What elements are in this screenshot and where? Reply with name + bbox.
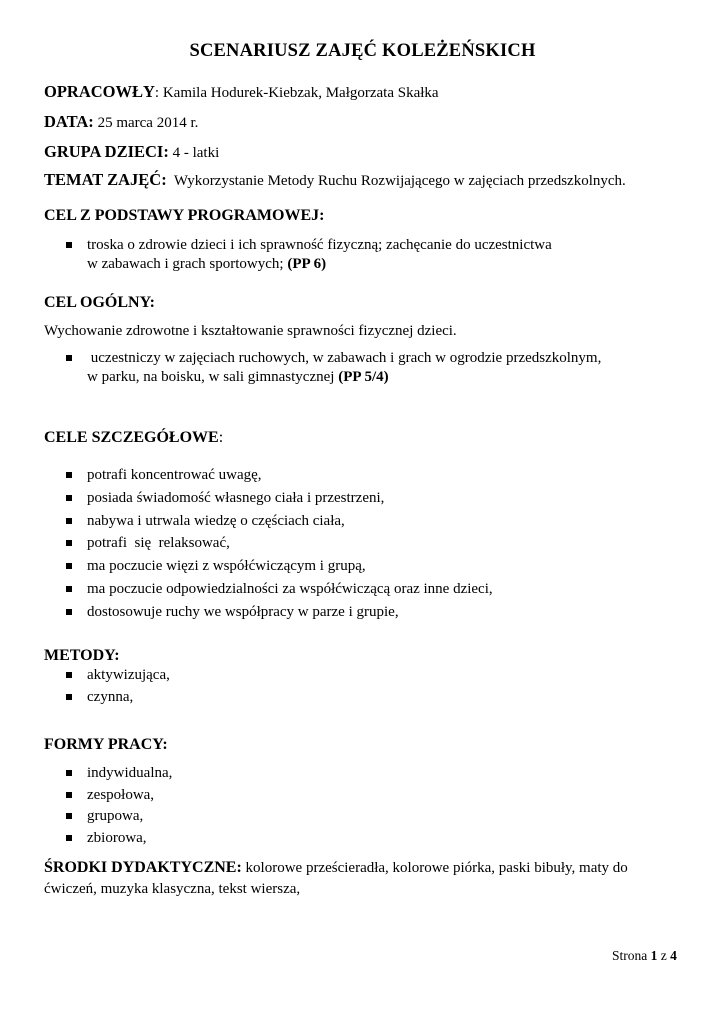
topic-label: TEMAT ZAJĘĆ: [44,170,167,189]
group-value: 4 - latki [168,145,220,161]
list-item: czynna, [64,688,170,710]
general-goal-heading: CEL OGÓLNY: [44,294,155,311]
core-goal-line1: troska o zdrowie dzieci i ich sprawność fizyczną; zachęcanie do uczestnictwa [87,237,552,253]
general-goal-line1: uczestniczy w zajęciach ruchowych, w zabawach i grach w ogrodzie przedszkolnym, [87,350,602,366]
general-goal-ref: (PP 5/4) [338,368,389,385]
list-item: dostosowuje ruchy we współpracy w parze i grupie, [64,603,493,626]
list-item: zbiorowa, [64,829,172,851]
authors-label: OPRACOWŁY [44,82,155,101]
list-item: ma poczucie odpowiedzialności za współćwiczącą oraz inne dzieci, [64,580,493,603]
list-item: ma poczucie więzi z współćwiczącym i grupą, [64,557,493,580]
detailed-goals-heading [44,428,223,448]
core-goal-ref: (PP 6) [287,255,327,272]
topic-line [44,170,626,191]
date-value: 25 marca 2014 r. [93,115,199,131]
detailed-goals-title: CELE SZCZEGÓŁOWE [44,429,219,446]
authors-line [44,82,439,103]
methods-list [64,666,170,709]
date-label: DATA: [44,112,94,131]
document-title: SCENARIUSZ ZAJĘĆ KOLEŻEŃSKICH [189,41,536,61]
general-goal-text: Wychowanie zdrowotne i kształtowanie sprawności fizycznej dzieci. [44,323,457,339]
group-line [44,142,219,163]
list-item: aktywizująca, [64,666,170,688]
list-item: indywidualna, [64,764,172,786]
teaching-aids-line2: ćwiczeń, muzyka klasyczna, tekst wiersza, [44,881,301,897]
topic-value: Wykorzystanie Metody Ruchu Rozwijającego w zajęciach przedszkolnych. [166,173,626,189]
list-item: potrafi się relaksować, [64,534,493,557]
teaching-aids-label: ŚRODKI DYDAKTYCZNE: [44,859,242,876]
detailed-goals-colon: : [218,429,224,446]
page-current: 1 [650,948,658,963]
page-word: Strona [612,948,651,963]
page-total: 4 [670,948,677,963]
core-goal-line2: w zabawach i grach sportowych; [87,255,288,272]
of-word: z [657,948,671,963]
group-label: GRUPA DZIECI: [44,142,169,161]
list-item: zespołowa, [64,786,172,808]
core-goal-item [64,236,552,274]
general-goal-line2: w parku, na boisku, w sali gimnastycznej [87,368,339,385]
date-line [44,112,198,133]
general-goal-list [64,349,601,387]
list-item: posiada świadomość własnego ciała i przestrzeni, [64,489,493,512]
detailed-goals-list [64,466,493,626]
core-goal-heading: CEL Z PODSTAWY PROGRAMOWEJ: [44,207,325,224]
list-item: potrafi koncentrować uwagę, [64,466,493,489]
core-goal-list [64,236,552,274]
teaching-aids-line1: kolorowe prześcieradła, kolorowe piórka, paski bibuły, maty do [241,860,628,876]
page-number [612,948,677,965]
authors-value: : Kamila Hodurek-Kiebzak, Małgorzata Skałka [154,85,439,101]
teaching-aids [44,858,628,899]
general-goal-item [64,349,601,387]
methods-heading: METODY: [44,647,120,664]
list-item: grupowa, [64,807,172,829]
work-forms-list [64,764,172,850]
work-forms-heading: FORMY PRACY: [44,736,168,753]
list-item: nabywa i utrwala wiedzę o częściach ciała, [64,512,493,535]
